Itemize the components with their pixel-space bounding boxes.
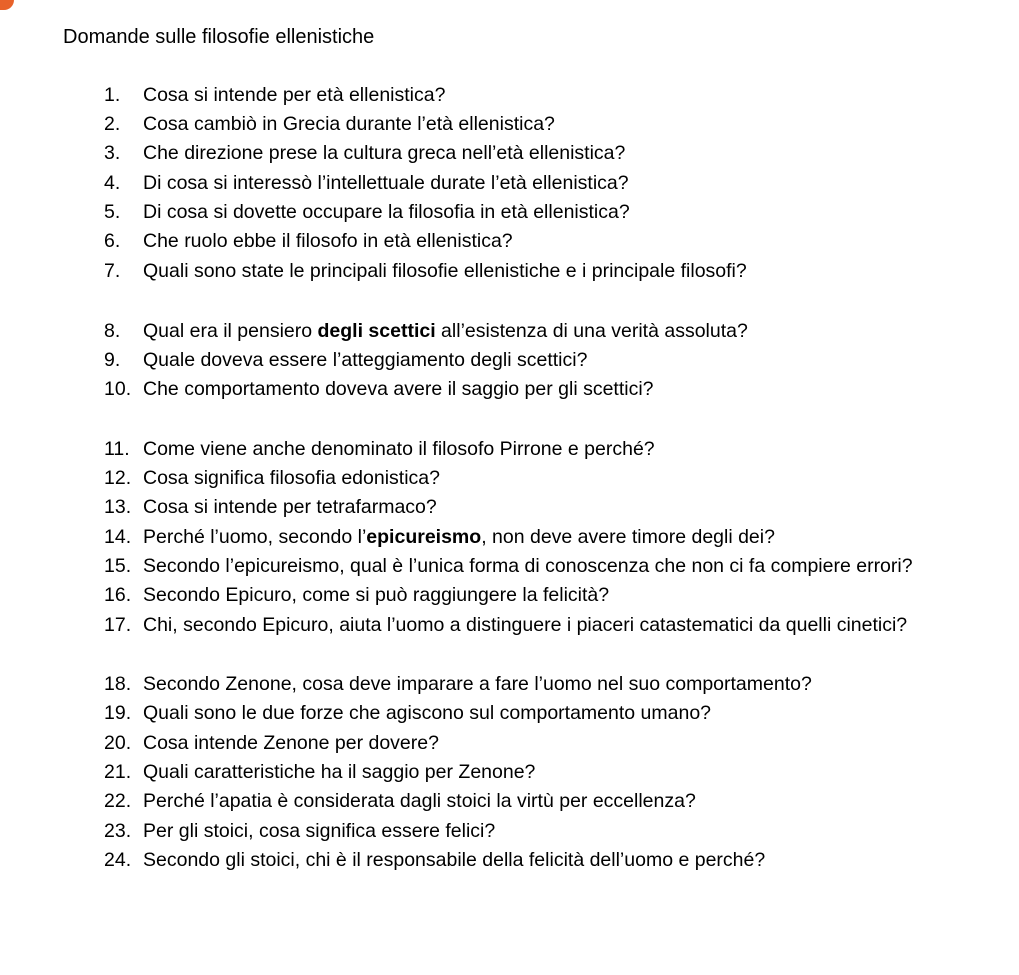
question-7: 7. Quali sono state le principali filosofie ellenistiche e i principale filosofi? (104, 260, 747, 282)
question-13: 13. Cosa si intende per tetrafarmaco? (104, 496, 437, 518)
question-9: 9. Quale doveva essere l’atteggiamento degli scettici? (104, 349, 588, 371)
question-20: 20. Cosa intende Zenone per dovere? (104, 732, 439, 754)
question-22: 22. Perché l’apatia è considerata dagli stoici la virtù per eccellenza? (104, 790, 696, 812)
document-title: Domande sulle filosofie ellenistiche (63, 26, 375, 48)
question-24: 24. Secondo gli stoici, chi è il responsabile della felicità dell’uomo e perché? (104, 849, 766, 871)
question-4: 4. Di cosa si interessò l’intellettuale durate l’età ellenistica? (104, 172, 629, 194)
question-2: 2. Cosa cambiò in Grecia durante l’età ellenistica? (104, 113, 555, 135)
question-10: 10. Che comportamento doveva avere il saggio per gli scettici? (104, 378, 654, 400)
question-8: 8. Qual era il pensiero degli scettici all’esistenza di una verità assoluta? (104, 320, 748, 342)
question-14: 14. Perché l’uomo, secondo l’epicureismo, non deve avere timore degli dei? (104, 526, 775, 548)
question-6: 6. Che ruolo ebbe il filosofo in età ellenistica? (104, 230, 513, 252)
question-16: 16. Secondo Epicuro, come si può raggiungere la felicità? (104, 584, 610, 606)
emphasis-degli-scettici: degli scettici (317, 320, 436, 342)
emphasis-epicureismo: epicureismo (366, 526, 482, 548)
question-1: 1. Cosa si intende per età ellenistica? (104, 84, 446, 106)
question-17: 17. Chi, secondo Epicuro, aiuta l’uomo a distinguere i piaceri catastematici da quelli cinetici? (104, 614, 908, 636)
question-11: 11. Come viene anche denominato il filosofo Pirrone e perché? (104, 438, 655, 460)
question-3: 3. Che direzione prese la cultura greca nell’età ellenistica? (104, 142, 626, 164)
corner-mark (0, 0, 14, 10)
question-5: 5. Di cosa si dovette occupare la filosofia in età ellenistica? (104, 201, 630, 223)
question-15: 15. Secondo l’epicureismo, qual è l’unica forma di conoscenza che non ci fa compiere errori? (104, 555, 913, 577)
question-19: 19. Quali sono le due forze che agiscono sul comportamento umano? (104, 702, 712, 724)
question-21: 21. Quali caratteristiche ha il saggio per Zenone? (104, 761, 536, 783)
question-23: 23. Per gli stoici, cosa significa essere felici? (104, 820, 496, 842)
question-12: 12. Cosa significa filosofia edonistica? (104, 467, 440, 489)
question-18: 18. Secondo Zenone, cosa deve imparare a fare l’uomo nel suo comportamento? (104, 673, 812, 695)
